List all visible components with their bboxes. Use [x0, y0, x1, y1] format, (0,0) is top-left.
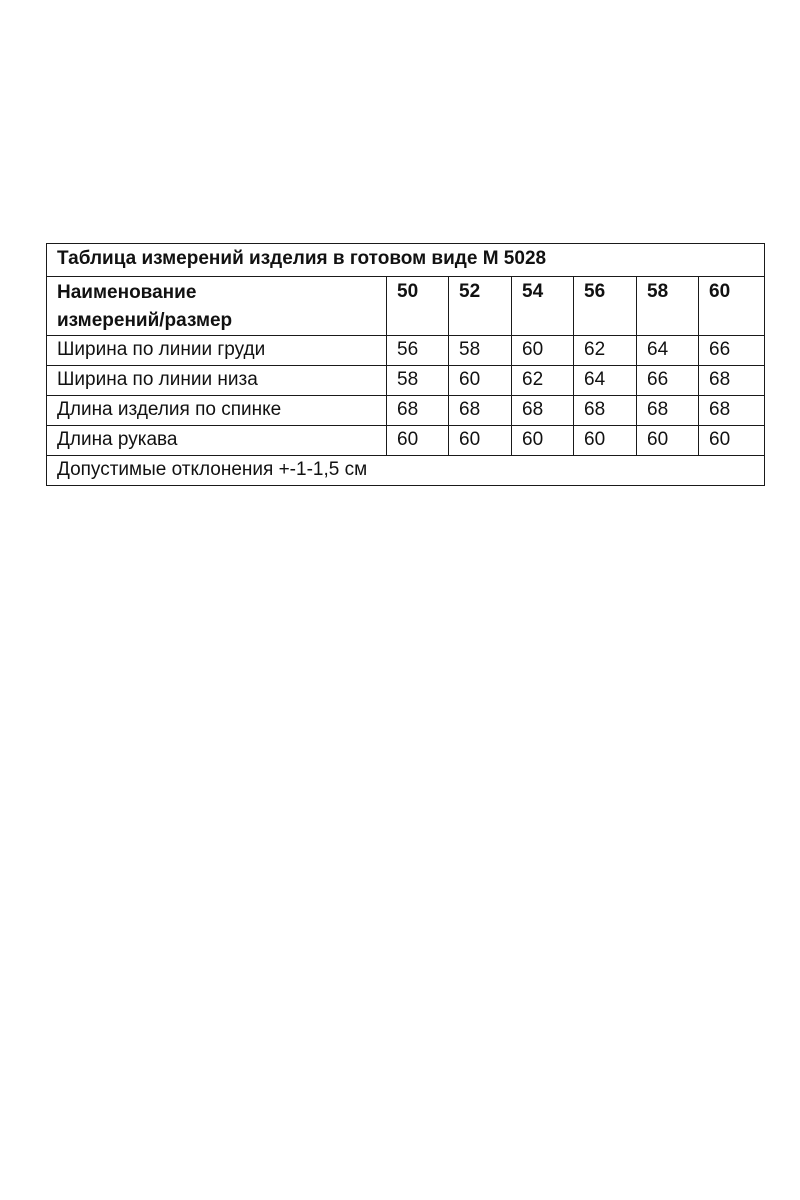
table-cell: 68 [387, 396, 449, 426]
table-cell: 60 [699, 426, 765, 456]
tolerance-note: Допустимые отклонения +-1-1,5 см [47, 456, 765, 486]
table-cell: 66 [637, 366, 699, 396]
table-header-row [47, 277, 765, 336]
size-header-cell: 58 [637, 277, 699, 336]
size-header-cell: 50 [387, 277, 449, 336]
table-title-row [47, 244, 765, 277]
row-label: Ширина по линии груди [47, 336, 387, 366]
table-cell: 60 [574, 426, 637, 456]
size-header-cell: 60 [699, 277, 765, 336]
table-cell: 60 [387, 426, 449, 456]
table-cell: 66 [699, 336, 765, 366]
header-label-line-1: Наименование [57, 282, 197, 303]
row-label: Длина изделия по спинке [47, 396, 387, 426]
table-title: Таблица измерений изделия в готовом виде М 5028 [47, 244, 765, 277]
table-cell: 62 [574, 336, 637, 366]
size-header-cell: 54 [512, 277, 574, 336]
table-cell: 60 [637, 426, 699, 456]
header-label-line-2: измерений/размер [57, 310, 233, 331]
table-cell: 68 [574, 396, 637, 426]
table-row [47, 336, 765, 366]
table-cell: 60 [512, 426, 574, 456]
table-row [47, 396, 765, 426]
table-cell: 60 [449, 426, 512, 456]
table-cell: 58 [387, 366, 449, 396]
table-cell: 62 [512, 366, 574, 396]
table-cell: 68 [699, 396, 765, 426]
table-cell: 58 [449, 336, 512, 366]
table-cell: 56 [387, 336, 449, 366]
measurement-table [46, 243, 765, 486]
table-cell: 68 [637, 396, 699, 426]
size-header-cell: 56 [574, 277, 637, 336]
table-cell: 60 [449, 366, 512, 396]
table-cell: 68 [512, 396, 574, 426]
table-row [47, 366, 765, 396]
table-cell: 64 [637, 336, 699, 366]
table-cell: 64 [574, 366, 637, 396]
table-footnote-row [47, 456, 765, 486]
table-cell: 60 [512, 336, 574, 366]
row-label: Ширина по линии низа [47, 366, 387, 396]
header-label-cell [47, 277, 387, 336]
size-header-cell: 52 [449, 277, 512, 336]
table-row [47, 426, 765, 456]
row-label: Длина рукава [47, 426, 387, 456]
table-cell: 68 [699, 366, 765, 396]
table-cell: 68 [449, 396, 512, 426]
